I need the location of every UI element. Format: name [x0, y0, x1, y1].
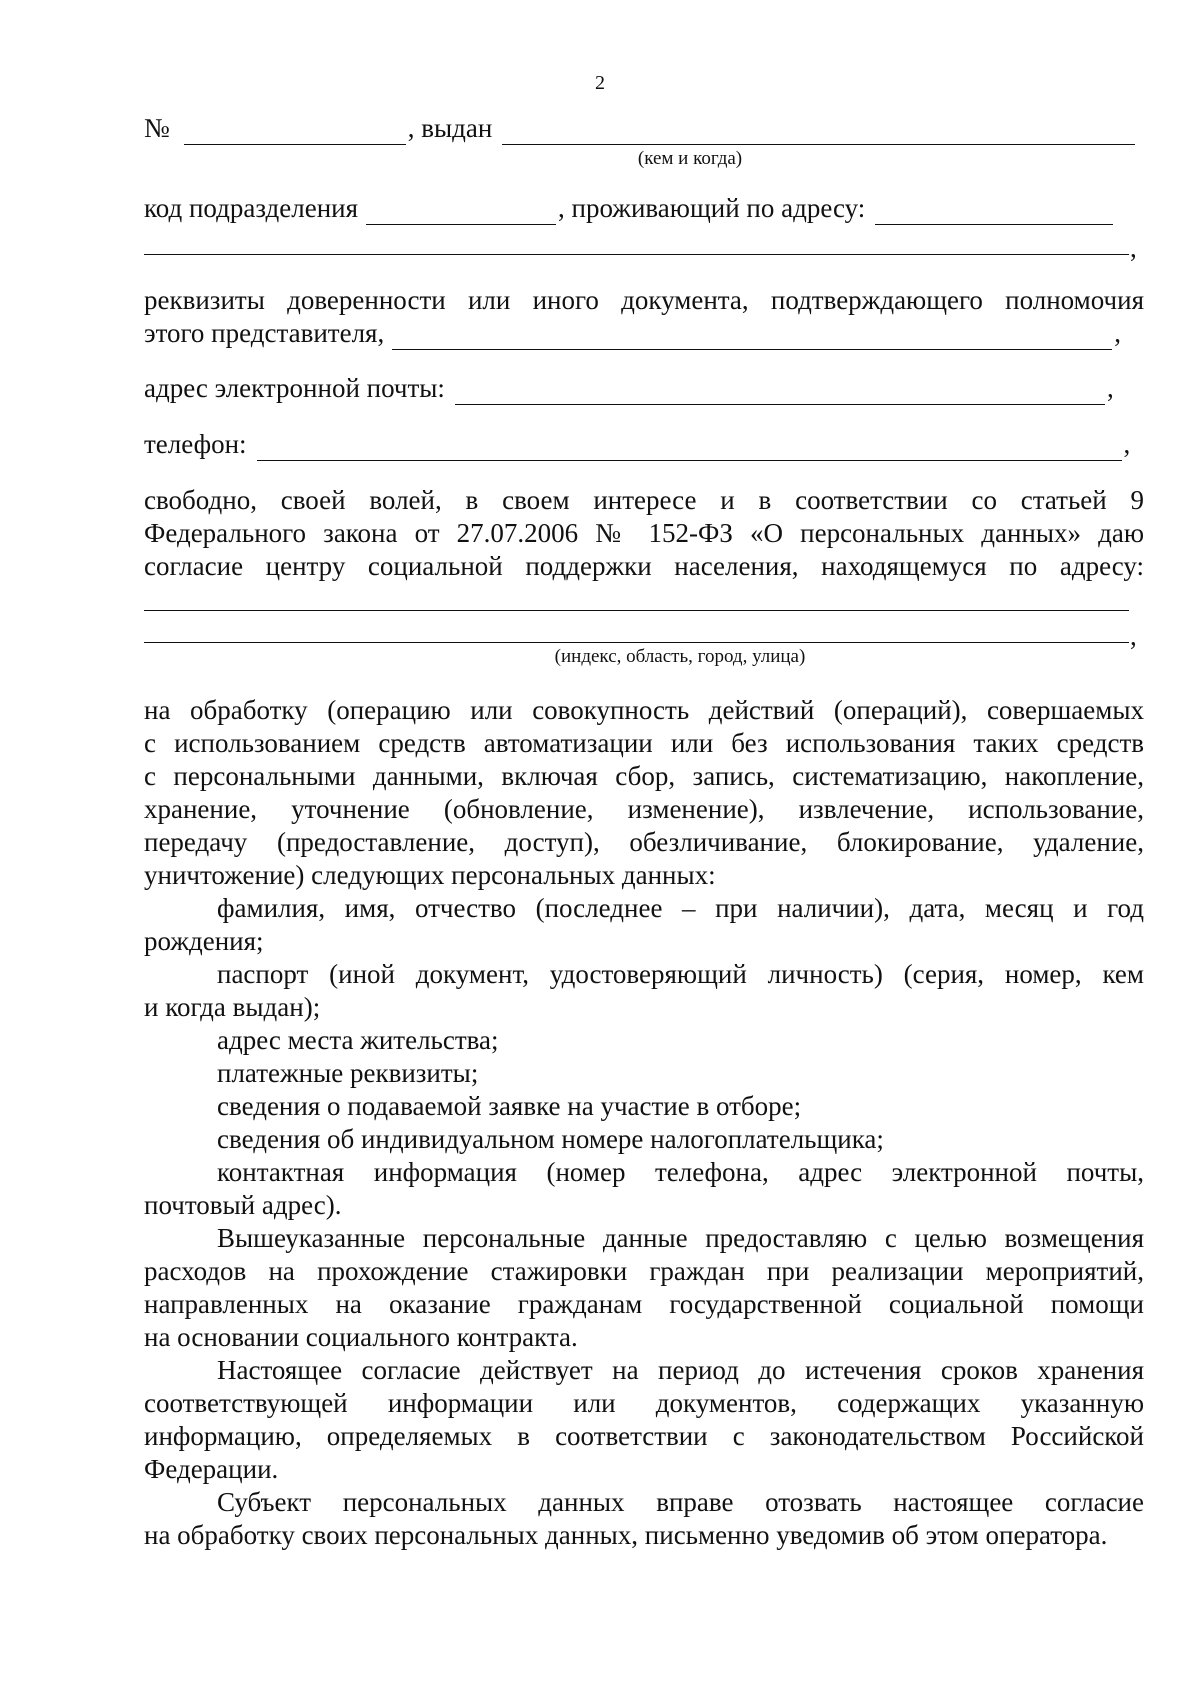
consent-line-2: Федерального закона от 27.07.2006 № 152-ФЗ «О персональных данных» даю: [144, 518, 1144, 548]
consent-paragraph: [144, 484, 1144, 583]
issued-caption: (кем и когда): [637, 148, 743, 169]
consent-line-3: согласие центру социальной поддержки населения, находящемуся по адресу:: [144, 551, 1144, 581]
phone-label: телефон:: [144, 429, 247, 459]
phone-row: [144, 428, 1144, 461]
data-item-1-line-1: фамилия, имя, отчество (последнее – при наличии), дата, месяц и год: [217, 893, 1144, 923]
issued-by-field[interactable]: [502, 120, 1135, 145]
validity-line-4: Федерации.: [144, 1454, 279, 1484]
address-comma: ,: [1130, 233, 1137, 263]
email-label: адрес электронной почты:: [144, 373, 445, 403]
data-item-2-line-1: паспорт (иной документ, удостоверяющий личность) (серия, номер, кем: [217, 959, 1144, 989]
representative-comma: ,: [1114, 318, 1121, 348]
revocation-line-2: на обработку своих персональных данных, письменно уведомив об этом оператора.: [144, 1520, 1108, 1550]
processing-line-4: хранение, уточнение (обновление, изменение), извлечение, использование,: [144, 794, 1144, 824]
phone-comma: ,: [1123, 429, 1131, 459]
processing-line-6: уничтожение) следующих персональных данных:: [144, 860, 716, 890]
email-comma: ,: [1106, 373, 1114, 403]
center-address-comma: ,: [1130, 621, 1137, 651]
processing-line-5: передачу (предоставление, доступ), обезличивание, блокирование, удаление,: [144, 827, 1144, 857]
division-row: [144, 192, 1144, 225]
center-address-line-1[interactable]: [144, 610, 1129, 611]
data-item-2-line-2: и когда выдан);: [144, 992, 321, 1022]
passport-row: [144, 112, 1144, 145]
data-item-6: сведения об индивидуальном номере налогоплательщика;: [217, 1124, 884, 1154]
purpose-line-1: Вышеуказанные персональные данные предоставляю с целью возмещения: [217, 1223, 1144, 1253]
issued-label: , выдан: [407, 113, 493, 143]
purpose-line-3: направленных на оказание гражданам государственной социальной помощи: [144, 1289, 1144, 1319]
data-item-7-line-2: почтовый адрес).: [144, 1190, 342, 1220]
division-code-label: код подразделения: [144, 193, 359, 223]
processing-line-2: с использованием средств автоматизации или без использования таких средств: [144, 728, 1144, 758]
data-item-4: платежные реквизиты;: [217, 1058, 479, 1088]
validity-line-1: Настоящее согласие действует на период до истечения сроков хранения: [217, 1355, 1144, 1385]
center-address-line-2[interactable]: [144, 642, 1129, 643]
division-code-field[interactable]: [366, 200, 556, 225]
processing-line-3: с персональными данными, включая сбор, запись, систематизацию, накопление,: [144, 761, 1144, 791]
processing-line-1: на обработку (операцию или совокупность действий (операций), совершаемых: [144, 695, 1144, 725]
email-row: [144, 372, 1144, 405]
data-item-3: адрес места жительства;: [217, 1025, 499, 1055]
email-field[interactable]: [455, 380, 1105, 405]
representative-line-1: реквизиты доверенности или иного документа, подтверждающего полномочия: [144, 285, 1144, 315]
processing-paragraph: [144, 694, 1144, 1552]
address-field-line[interactable]: [144, 254, 1129, 255]
data-item-7-line-1: контактная информация (номер телефона, адрес электронной почты,: [217, 1157, 1144, 1187]
representative-label: этого представителя,: [144, 318, 385, 348]
representative-field[interactable]: [392, 325, 1112, 350]
data-item-5: сведения о подаваемой заявке на участие в отборе;: [217, 1091, 802, 1121]
address-field-start[interactable]: [875, 200, 1113, 225]
validity-line-3: информацию, определяемых в соответствии с законодательством Российской: [144, 1421, 1144, 1451]
purpose-line-4: на основании социального контракта.: [144, 1322, 578, 1352]
consent-line-1: свободно, своей волей, в своем интересе и в соответствии со статьей 9: [144, 485, 1144, 515]
revocation-line-1: Субъект персональных данных вправе отозвать настоящее согласие: [217, 1487, 1144, 1517]
purpose-line-2: расходов на прохождение стажировки граждан при реализации мероприятий,: [144, 1256, 1144, 1286]
address-label: , проживающий по адресу:: [558, 193, 866, 223]
number-sign-label: №: [144, 113, 170, 143]
representative-row: [144, 317, 1144, 350]
data-item-1-line-2: рождения;: [144, 926, 264, 956]
representative-block: [144, 284, 1144, 317]
validity-line-2: соответствующей информации или документов, содержащих указанную: [144, 1388, 1144, 1418]
center-address-caption: (индекс, область, город, улица): [554, 646, 806, 667]
passport-number-field[interactable]: [184, 120, 406, 145]
phone-field[interactable]: [257, 436, 1122, 461]
page-number: 2: [595, 72, 605, 94]
